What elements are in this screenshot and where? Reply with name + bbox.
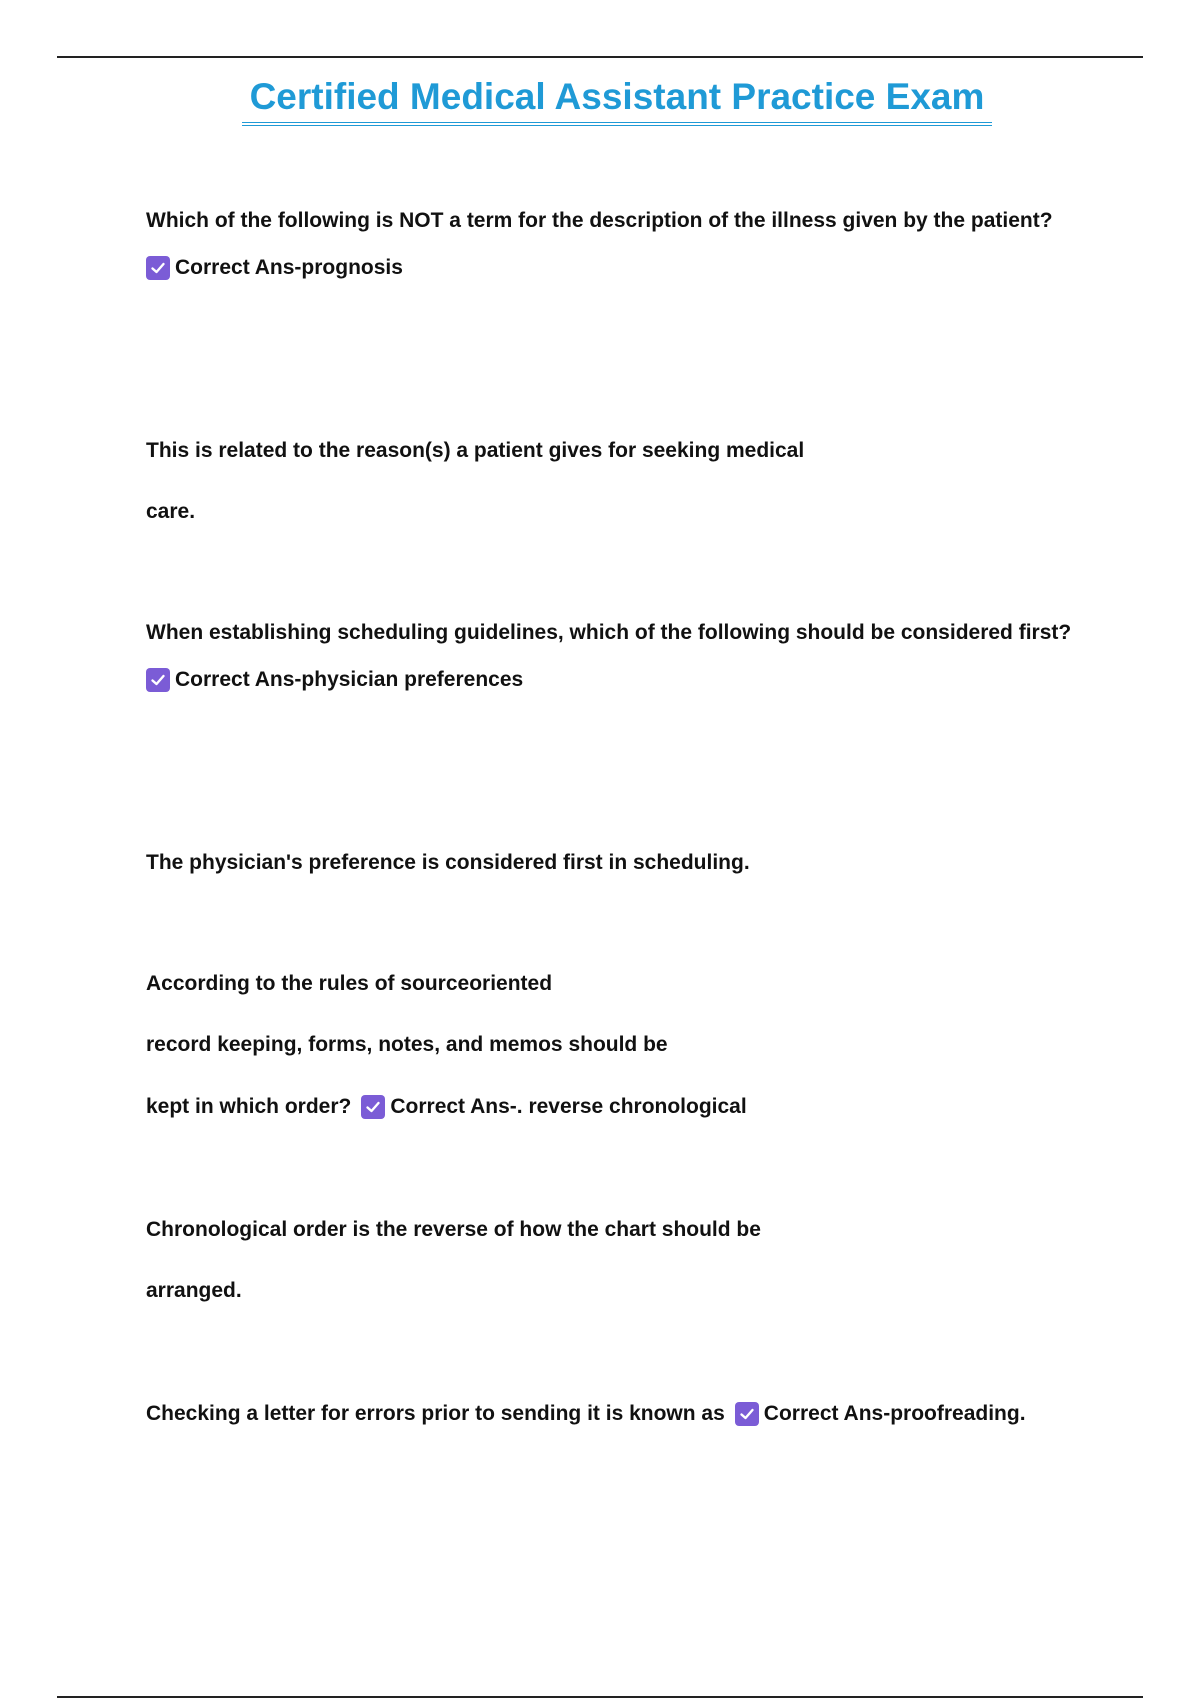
bottom-divider <box>57 1696 1143 1698</box>
page-title <box>0 74 1200 126</box>
explanation-1-line-2: care. <box>146 500 196 523</box>
explanation-2-line-1: The physician's preference is considered first in scheduling. <box>146 851 750 874</box>
answer-4-text: Correct Ans-proofreading. <box>763 1402 1026 1425</box>
top-divider <box>57 56 1143 58</box>
question-3-line-1: According to the rules of sourceoriented <box>146 972 553 995</box>
checkbox-checked-icon <box>146 668 170 692</box>
explanation-1-line-1: This is related to the reason(s) a patient gives for seeking medical <box>146 439 805 462</box>
page-title-text: Certified Medical Assistant Practice Exam <box>242 74 993 126</box>
question-2-text: When establishing scheduling guidelines, which of the following should be considered first? <box>146 621 1072 644</box>
checkbox-checked-icon <box>361 1095 385 1119</box>
answer-1 <box>146 253 403 283</box>
checkbox-checked-icon <box>735 1402 759 1426</box>
answer-2-text: Correct Ans-physician preferences <box>175 668 524 691</box>
explanation-3-line-2: arranged. <box>146 1279 242 1302</box>
answer-1-text: Correct Ans-prognosis <box>175 256 403 279</box>
answer-2 <box>146 665 523 695</box>
question-3-line-2: record keeping, forms, notes, and memos should be <box>146 1033 668 1056</box>
question-3-line-3: kept in which order? Correct Ans-. reverse chronological <box>146 1092 747 1122</box>
question-4-text: Checking a letter for errors prior to sending it is known as Correct Ans-proofreading. <box>146 1399 1026 1429</box>
explanation-3-line-1: Chronological order is the reverse of how the chart should be <box>146 1218 761 1241</box>
question-1-text: Which of the following is NOT a term for the description of the illness given by the patient? <box>146 209 1053 232</box>
checkbox-checked-icon <box>146 256 170 280</box>
answer-3-text: Correct Ans-. reverse chronological <box>390 1095 747 1118</box>
